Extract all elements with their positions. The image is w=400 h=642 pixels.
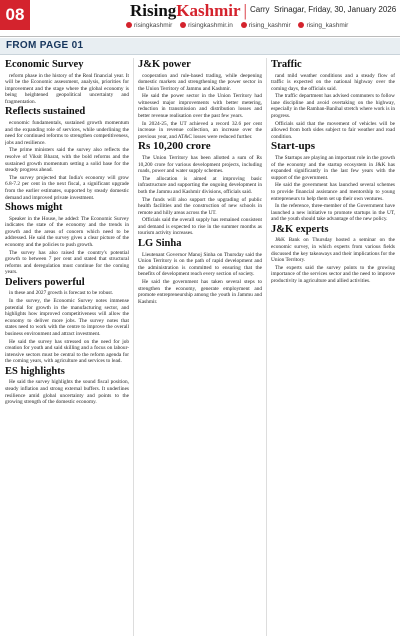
brand-part2: Kashmir (176, 1, 241, 20)
social-handle-4: rising_kashmir (306, 22, 349, 29)
article (5, 202, 129, 276)
article-paragraph: Speaker in the House, he added: The Economic Survey indicates the state of the economy and the trends in growth and the areas of concern which need to be addressed. He said the survey gives a clear picture of the economy and the policies to push growth. (5, 215, 129, 248)
article-headline: Rs 10,200 crore (138, 140, 211, 153)
column-divider (133, 58, 134, 636)
article-paragraph: He said the survey highlights the sound fiscal position, steady inflation and strong external buffers. It underlines resilience amid global uncertainty and points to the growing strength of the domestic economy. (5, 379, 129, 406)
masthead (0, 0, 400, 37)
article-paragraph: The Startups are playing an important role in the growth of the economy and the startup ecosystem in J&K has expanded significantly in the last few years with the support of the government. (271, 154, 395, 181)
article-headline: Reflects sustained (5, 106, 86, 118)
article-paragraph: reform phase in the history of the Real financial year. It will be the Economic assessment, analysis, priorities for improvement and the stage where the global economy is being heightened geopolitical uncertainty and fragmentation. (5, 72, 129, 105)
page-number: 08 (0, 0, 30, 30)
article-paragraph: The Union Territory has been allotted a sum of Rs 10,200 crore for various development projects, including roads, power and water supply schemes. (138, 154, 262, 175)
article-paragraph: In the survey, the Economic Survey notes immense potential for growth in the manufacturing sector, and highlights how improved competitiveness will allow the economy to deliver more jobs. The survey notes that states need to work with the centre to improve the overall business environment and attract investment. (5, 298, 129, 337)
article-paragraph: The prime ministers said the survey also reflects the resolve of Viksit Bharat, with the bold reforms and the sustained growth momentum setting a solid base for the steady progress ahead. (5, 147, 129, 174)
column-1 (5, 58, 129, 636)
issue-line (250, 5, 396, 14)
article-paragraph: The traffic department has advised commuters to follow lane discipline and avoid overtaking on the highway, especially in the Ramban-Banihal stretch where work is in progress. (271, 93, 395, 120)
city: Carry (250, 5, 270, 14)
social-handle-3: rising_kashmir (248, 22, 291, 29)
brand-separator: | (243, 1, 247, 20)
article-paragraph: The funds will also support the upgrading of public health facilities and the construction of new schools in remote and hilly areas across the UT. (138, 196, 262, 216)
article (138, 141, 262, 237)
article-paragraph: rand mild weather conditions and a steady flow of traffic is expected on the national highway over the coming days, the officials said. (271, 72, 395, 92)
column-3 (271, 58, 395, 636)
article-paragraph: He said the government has launched several schemes to provide financial assistance and mentorship to young entrepreneurs to help them set up their own ventures. (271, 182, 395, 202)
article-headline: J&K experts (271, 223, 329, 235)
section-strip (0, 38, 400, 55)
article-headline: ES highlights (5, 365, 65, 377)
article-paragraph: The allocation is aimed at improving basic infrastructure and supporting the ongoing development in both the Jammu and Kashmir divisions, officials said. (138, 175, 262, 195)
instagram-icon (298, 22, 304, 28)
article (271, 224, 395, 285)
article (5, 106, 129, 201)
column-divider (266, 58, 267, 636)
social-handle-2: risingkashmir.in (188, 22, 233, 29)
article-paragraph: J&K Bank on Thursday hosted a seminar on the economic survey, in which experts from various fields discussed the key takeaways and their implications for the Union Territory. (271, 237, 395, 264)
article (5, 59, 129, 105)
article-headline: Economic Survey (5, 59, 84, 70)
article (138, 59, 262, 140)
article (138, 238, 262, 305)
article-paragraph: The experts said the survey points to the growing importance of the services sector and the need to improve productivity in agriculture and allied activities. (271, 264, 395, 284)
article-paragraph: in these and 2027 growth is forecast to be robust. (9, 290, 114, 297)
article-headline: Start-ups (271, 140, 316, 153)
article (271, 59, 395, 140)
column-2 (138, 58, 262, 636)
article-paragraph: cooperation and rule-based trading, while deepening domestic markets and strengthening the power sector in the Union Territory of Jammu and Kashmir. (138, 72, 262, 92)
twitter-icon (241, 22, 247, 28)
section-label: FROM PAGE 01 (6, 40, 84, 51)
article (5, 366, 129, 406)
article-headline: Traffic (271, 59, 302, 70)
date-line: Srinagar, Friday, 30, January 2026 (274, 5, 397, 14)
globe-icon (180, 22, 186, 28)
article-paragraph: In the reference, three-member of the Government have launched a new initiative to promote startups in the UT, and the youth should take advantage of the new policy. (271, 203, 395, 223)
article-paragraph: Officials said that the movement of vehicles will be allowed from both sides subject to fair weather and road condition. (271, 120, 395, 140)
article-headline: J&K power (138, 59, 191, 70)
article-paragraph: economic fundamentals, sustained growth momentum and the expanding role of services, while underlining the need for continued reforms to strengthen competitiveness, jobs and resilience. (5, 119, 129, 146)
facebook-icon (126, 22, 132, 28)
article-paragraph: In 2024-25, the UT achieved a record 32.6 per cent increase in revenue collection, an increase over the previous year, and AT&C losses were reduced further. (138, 120, 262, 140)
social-handles (120, 22, 348, 29)
article-headline: Shows might (5, 202, 63, 214)
article-paragraph: He said the government has taken several steps to strengthen the economy, generate employment and promote entrepreneurship among the youth in Jammu and Kashmir. (138, 278, 262, 305)
article-paragraph: The survey projected that India's economy will grow 6.8-7.2 per cent in the next fiscal, a significant upgrade from the earlier estimates, supported by steady domestic demand and improved private investment. (5, 174, 129, 201)
social-handle-1: risingkashmir (134, 22, 173, 29)
article-paragraph: Officials said the overall supply has remained consistent and demand is expected to rise in the summer months as tourism activity increases. (138, 217, 262, 237)
article-paragraph: He said the survey has stressed on the need for job creation for youth and said skilling and a focus on labour-intensive sectors must be central to the reform agenda for the coming years, with agriculture and services to lead. (5, 338, 129, 365)
brand-logo (130, 1, 250, 21)
article-paragraph: The survey has also raised the country's potential growth to between 7 per cent and stated that structural reforms and deregulation must continue for the coming years. (5, 249, 129, 276)
article-headline: Delivers powerful (5, 276, 85, 288)
article (5, 277, 129, 365)
article-paragraph: He said the power sector in the Union Territory had witnessed major improvements with better metering, reduction in transmission and distribution losses and better revenue realisation over the past few years. (138, 93, 262, 120)
article-headline: LG Sinha (138, 238, 182, 250)
article (271, 141, 395, 222)
article-paragraph: Lieutenant Governor Manoj Sinha on Thursday said the Union Territory is on the path of rapid development and the administration is committed to ensuring that the benefits of development reach every section of society. (138, 251, 262, 278)
brand-part1: Rising (130, 1, 177, 20)
